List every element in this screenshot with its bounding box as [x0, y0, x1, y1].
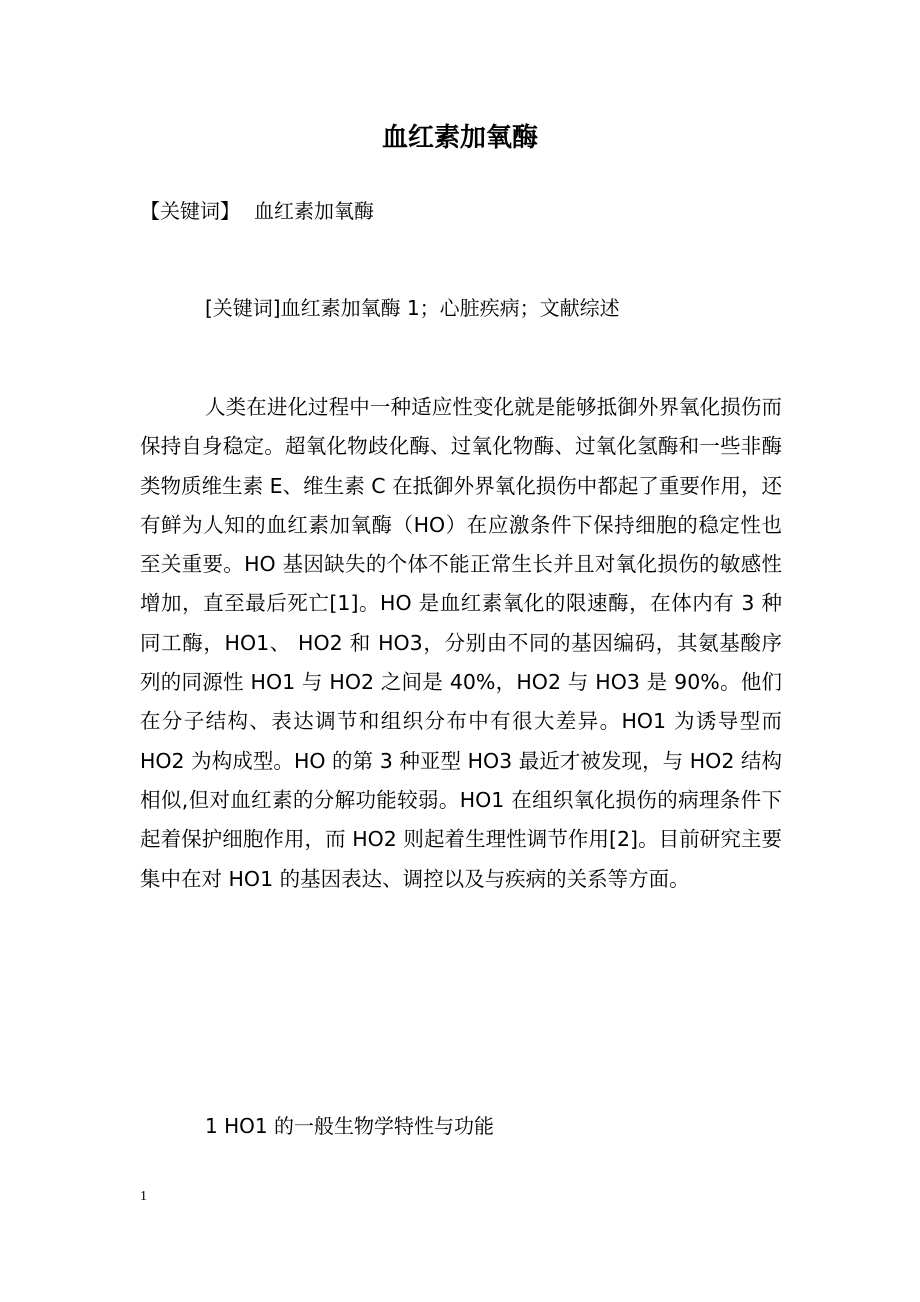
keywords-value: 血红素加氧酶 — [254, 199, 374, 223]
document-title: 血红素加氧酶 — [381, 123, 538, 153]
body-paragraph: 人类在进化过程中一种适应性变化就是能够抵御外界氧化损伤而保持自身稳定。超氧化物歧化酶、过氧化物酶、过氧化氢酶和一些非酶类物质维生素 E、维生素 C 在抵御外界氧化损伤中都起了重要作用，还有鲜为人知的血红素加氧酶（HO）在应激条件下保持细胞的稳定性也至关重要。HO 基因缺失的个体不能正常生长并且对氧化损伤的敏感性增加，直至最后死亡[1]。HO 是血红素氧化的限速酶，在体内有 3 种同工酶，HO1、 HO2 和 HO3，分别由不同的基因编码，其氨基酸序列的同源性 HO1 与 HO2 之间是 40%，HO2 与 HO3 是 90%。他们在分子结构、表达调节和组织分布中有很大差异。HO1 为诱导型而 HO2 为构成型。HO 的第 3 种亚型 HO3 最近才被发现，与 HO2 结构相似,但对血红素的分解功能较弱。HO1 在组织氧化损伤的病理条件下起着保护细胞作用，而 HO2 则起着生理性调节作用[2]。目前研究主要集中在对 HO1 的基因表达、调控以及与疾病的关系等方面。 — [140, 395, 782, 891]
keywords-alt-line: [关键词]血红素加氧酶 1；心脏疾病；文献综述 — [205, 296, 620, 320]
keywords-label: 【关键词】 — [140, 199, 240, 223]
page-number: 1 — [140, 1189, 147, 1204]
section-heading: 1 HO1 的一般生物学特性与功能 — [205, 1114, 494, 1138]
keywords-line — [140, 195, 374, 227]
